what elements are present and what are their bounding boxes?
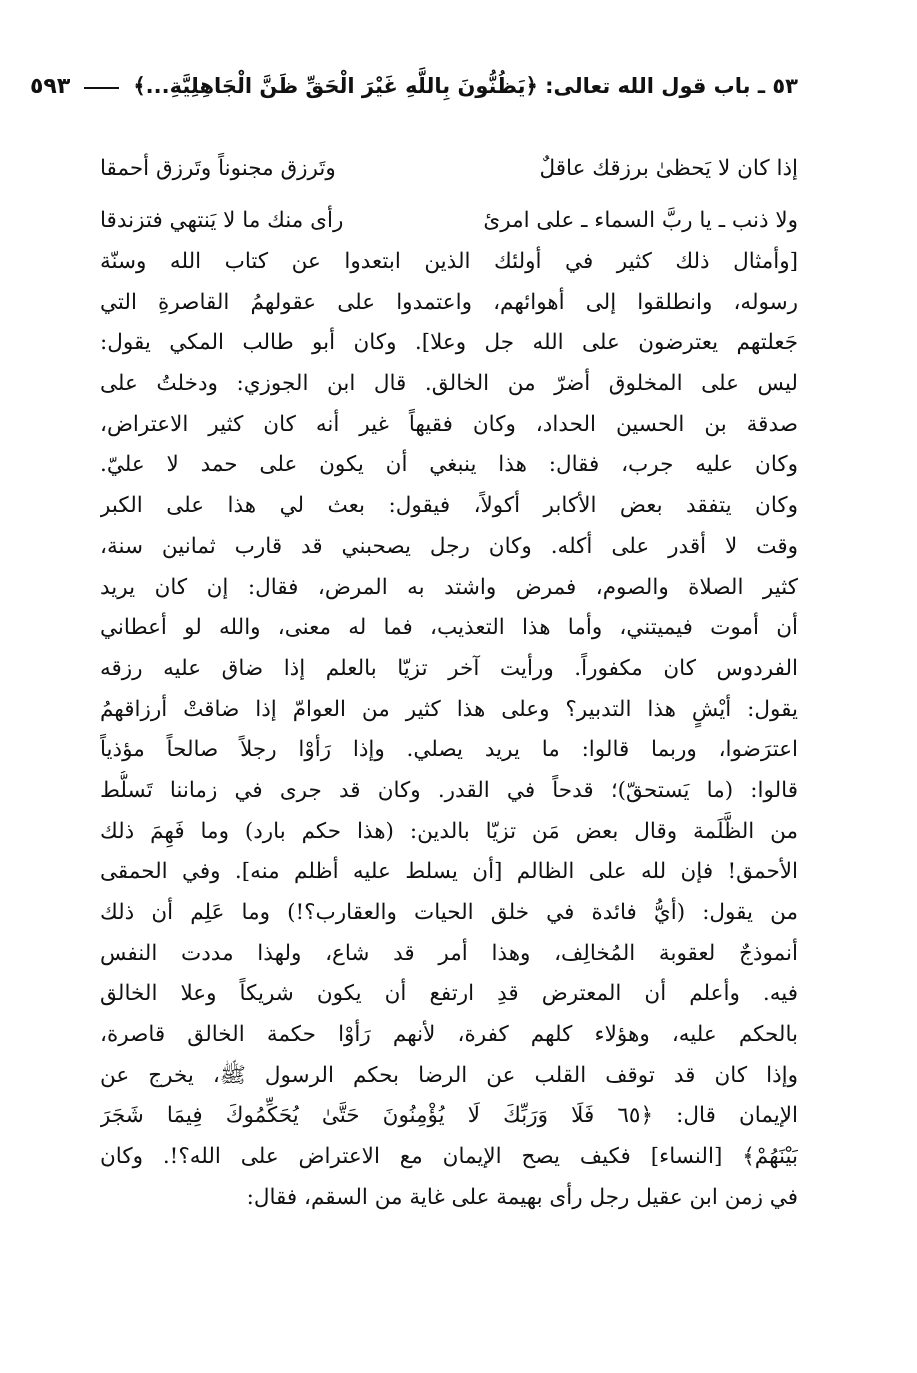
- body-text: [100, 242, 798, 1219]
- text-line: بَيْنَهُمْ﴾ [النساء] فكيف يصح الإيمان مع الاعتراض على الله؟!. وكان: [100, 1144, 798, 1170]
- text-line: جَعلتهم يعترضون على الله جل وعلا]. وكان أبو طالب المكي يقول:: [100, 330, 798, 356]
- page-header: [30, 64, 798, 108]
- text-line: وإذا كان قد توقف القلب عن الرضا بحكم الرسول ﷺ، يخرج عن: [100, 1062, 798, 1088]
- text-line: وقت لا أقدر على أكله. وكان رجل يصحبني قد قارب ثمانين سنة،: [100, 533, 798, 559]
- text-line: من يقول: (أيُّ فائدة في خلق الحيات والعقارب؟!) وما عَلِم أن ذلك: [100, 900, 798, 925]
- page-number: ٥٩٣: [30, 73, 71, 99]
- text-line: يقول: أيْشٍ هذا التدبير؟ وعلى هذا كثير من العوامّ إذا ضاقتْ أرزاقهمُ: [100, 696, 798, 722]
- text-line: اعترَضوا، وربما قالوا: ما يريد يصلي. وإذا رَأوْا رجلاً صالحاً مؤذياً: [100, 737, 798, 763]
- text-line: الفردوس كان مكفوراً. ورأيت آخر تزيّا بالعلم إذا ضاق عليه رزقه: [100, 655, 798, 681]
- text-line: أن أموت فيميتني، وأما هذا التعذيب، فما له معنى، والله لو أعطاني: [100, 615, 798, 641]
- chapter-title: ٥٣ ـ باب قول الله تعالى: ﴿يَظُنُّونَ بِاللَّهِ غَيْرَ الْحَقِّ ظَنَّ الْجَاهِلِيَّةِ...﴾: [133, 74, 798, 98]
- text-line: قالوا: (ما يَستحقّ)؛ قدحاً في القدر. وكان قد جرى في زماننا تَسلُّط: [100, 777, 798, 803]
- text-line: الإيمان قال: ﴿٦٥ فَلَا وَرَبِّكَ لَا يُؤْمِنُونَ حَتَّىٰ يُحَكِّمُوكَ فِيمَا شَجَرَ: [100, 1103, 798, 1129]
- verse-second-hemistich: رأى منك ما لا يَنتهي فتزندقا: [100, 207, 344, 233]
- poetry-block: [100, 142, 798, 246]
- text-line: ليس على المخلوق أضرّ من الخالق. قال ابن الجوزي: ودخلتُ على: [100, 371, 798, 397]
- text-line: بالحكم عليه، وهؤلاء كلهم كفرة، لأنهم رَأوْا حكمة الخالق قاصرة،: [100, 1022, 798, 1048]
- text-line: وكان عليه جرب، فقال: هذا ينبغي أن يكون على حمد لا عليّ.: [100, 452, 798, 478]
- text-line: وكان يتفقد بعض الأكابر أكولاً، فيقول: بعث لي هذا على الكبر: [100, 493, 798, 519]
- text-line: من الظَّلَمة وقال بعض مَن تزيّا بالدين: (هذا حكم بارد) وما فَهِمَ ذلك: [100, 818, 798, 844]
- text-line: صدقة بن الحسين الحداد، وكان فقيهاً غير أنه كان كثير الاعتراض،: [100, 411, 798, 437]
- text-line: الأحمق! فإن لله على الظالم [أن يسلط عليه أظلم منه]. وفي الحمقى: [100, 859, 798, 885]
- text-line: في زمن ابن عقيل رجل رأى بهيمة على غاية من السقم، فقال:: [246, 1184, 798, 1210]
- verse: [100, 194, 798, 246]
- text-line: رسوله، وانطلقوا إلى أهوائهم، واعتمدوا على عقولهمُ القاصرةِ التي: [100, 289, 798, 315]
- text-line: [وأمثال ذلك كثير في أولئك الذين ابتعدوا عن كتاب الله وسنّة: [100, 249, 798, 274]
- verse-first-hemistich: ولا ذنب ـ يا ربَّ السماء ـ على امرئ: [483, 207, 798, 233]
- text-line: فيه. وأعلم أن المعترض قدِ ارتفع أن يكون شريكاً وعلا الخالق: [100, 981, 798, 1007]
- verse-first-hemistich: إذا كان لا يَحظىٰ برزقك عاقلٌ: [539, 155, 798, 181]
- header-rule: [84, 87, 119, 89]
- text-line: كثير الصلاة والصوم، فمرض واشتد به المرض، فقال: إن كان يريد: [100, 574, 798, 600]
- verse-second-hemistich: وتَرزق مجنوناً وتَرزق أحمقا: [100, 155, 336, 181]
- verse: [100, 142, 798, 194]
- text-line: أنموذجٌ لعقوبة المُخالِف، وهذا أمر قد شاع، ولهذا مددت النفس: [100, 940, 798, 966]
